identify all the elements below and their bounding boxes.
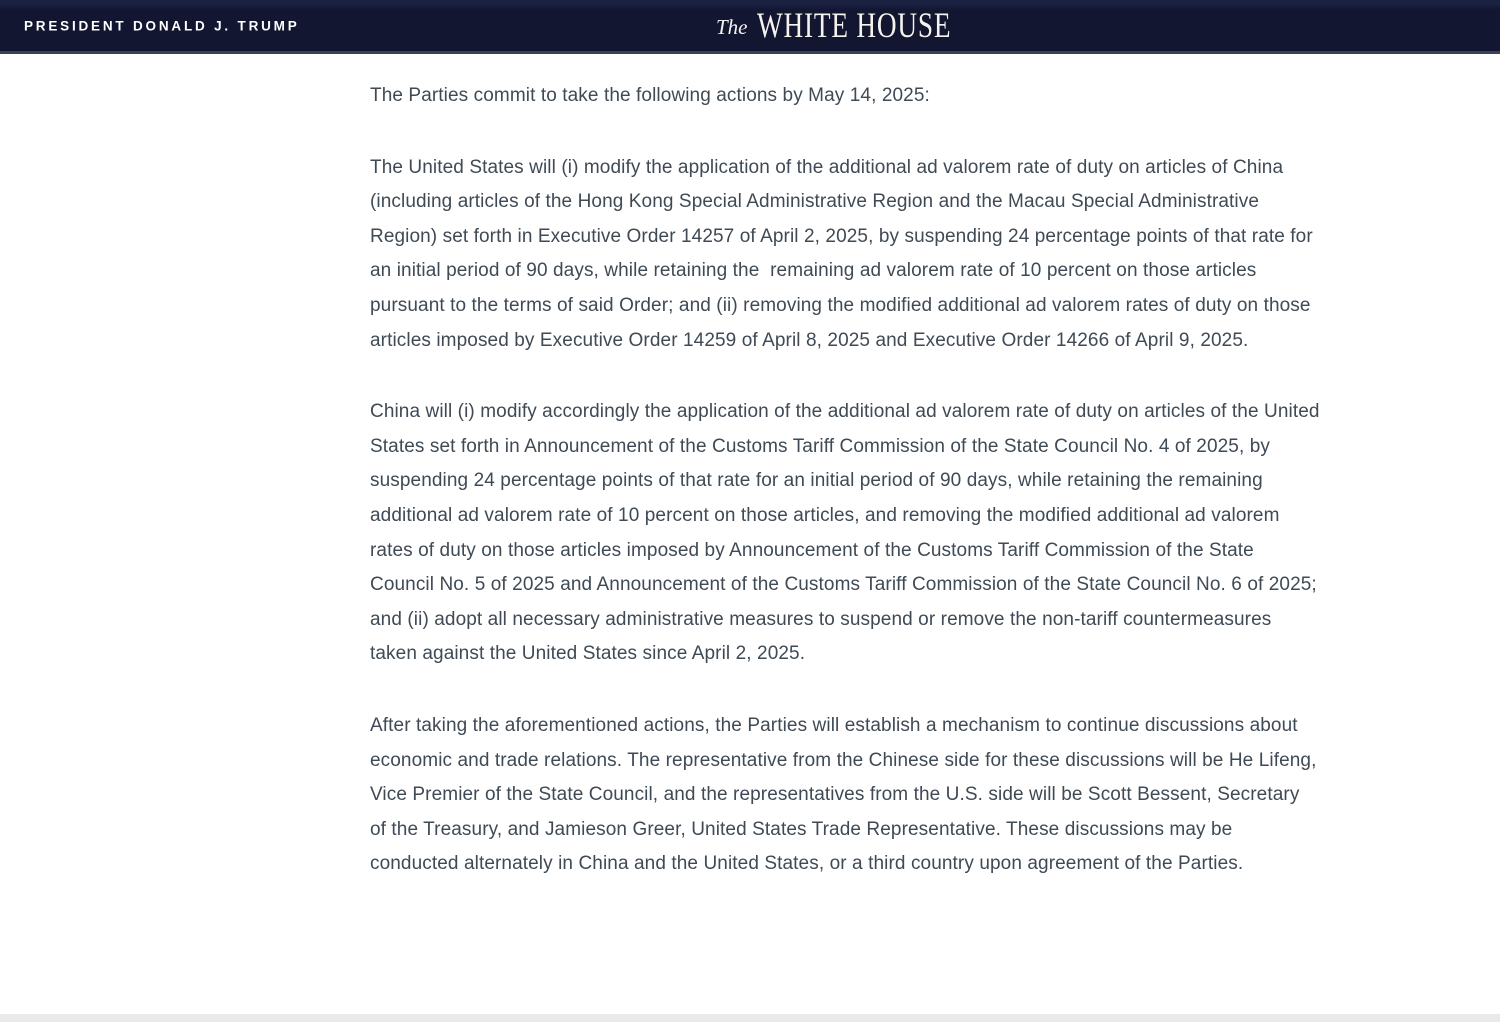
- president-name-link[interactable]: PRESIDENT DONALD J. TRUMP: [24, 18, 300, 33]
- article-paragraph-china-actions: China will (i) modify accordingly the application of the additional ad valorem rate of duty on articles of the United States set forth in Announcement of the Customs Tariff Commission of the State Council No. 4 of 2025, by suspending 24 percentage points of that rate for an initial period of 90 days, while retaining the remaining additional ad valorem rate of 10 percent on those articles, and removing the modified additional ad valorem rates of duty on those articles imposed by Announcement of the Customs Tariff Commission of the State Council No. 5 of 2025 and Announcement of the Customs Tariff Commission of the State Council No. 6 of 2025; and (ii) adopt all necessary administrative measures to suspend or remove the non-tariff countermeasures taken against the United States since April 2, 2025.: [370, 401, 1325, 665]
- next-section-edge: [0, 1014, 1500, 1022]
- logo-title-text: WHITE HOUSE: [756, 5, 951, 45]
- article-paragraph-us-actions: The United States will (i) modify the application of the additional ad valorem rate of duty on articles of China (including articles of the Hong Kong Special Administrative Region and the Macau Special Administrative Region) set forth in Executive Order 14257 of April 2, 2025, by suspending 24 percentage points of that rate for an initial period of 90 days, while retaining the remaining ad valorem rate of 10 percent on those articles pursuant to the terms of said Order; and (ii) removing the modified additional ad valorem rates of duty on those articles imposed by Executive Order 14259 of April 8, 2025 and Executive Order 14266 of April 9, 2025.: [370, 156, 1319, 351]
- logo-the-text: The: [716, 15, 748, 39]
- site-header: [0, 0, 1500, 54]
- white-house-logo[interactable]: [716, 0, 1006, 51]
- article-paragraph-mechanism: After taking the aforementioned actions, the Parties will establish a mechanism to continue discussions about economic and trade relations. The representative from the Chinese side for these discussions will be He Lifeng, Vice Premier of the State Council, and the representatives from the U.S. side will be Scott Bessent, Secretary of the Treasury, and Jamieson Greer, United States Trade Representative. These discussions may be conducted alternately in China and the United States, or a third country upon agreement of the Parties.: [370, 714, 1322, 875]
- article-paragraph-commitment: The Parties commit to take the following actions by May 14, 2025:: [370, 85, 930, 106]
- article-body: [370, 54, 1325, 919]
